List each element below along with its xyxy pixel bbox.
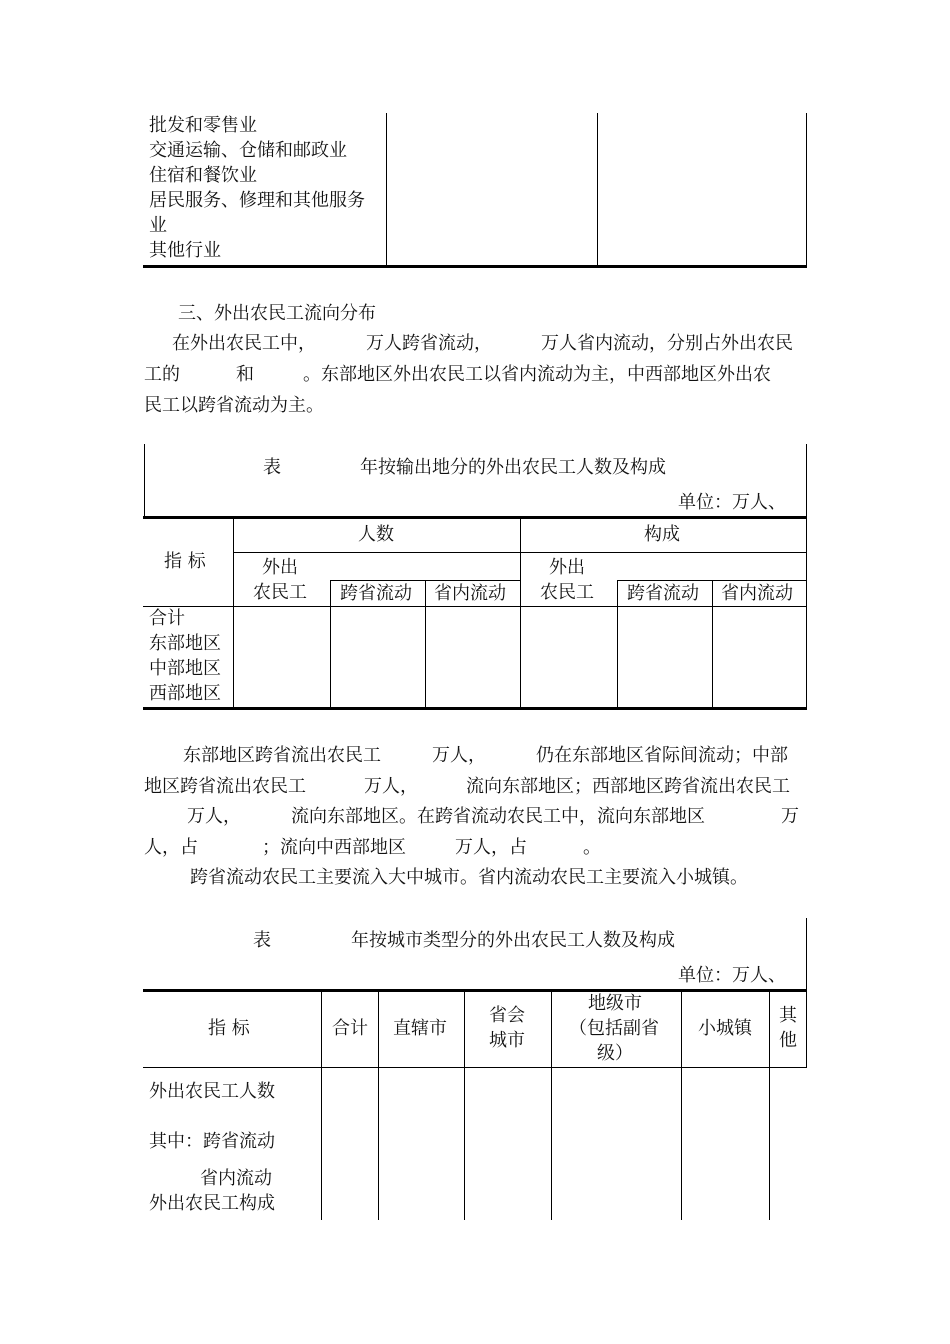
column-header: 小城镇: [698, 1018, 752, 1039]
table-border: [806, 991, 807, 1068]
paragraph-text: 民工以跨省流动为主。: [144, 395, 324, 416]
paragraph-text: 万人，: [364, 776, 418, 797]
table-bottom-rule: [143, 265, 807, 268]
table-title-prefix: 表: [263, 457, 281, 478]
table-row-label: 其他行业: [149, 240, 221, 261]
table-row-label: 合计: [149, 608, 185, 629]
column-header: 他: [779, 1030, 797, 1051]
section-heading: 三、外出农民工流向分布: [178, 303, 376, 324]
column-header: 跨省流动: [627, 583, 699, 604]
table-border: [806, 444, 807, 518]
paragraph-text: 流向东部地区。在跨省流动农民工中，流向东部地区: [291, 806, 705, 827]
paragraph-text: ；流向中西部地区: [262, 837, 406, 858]
paragraph-text: 万人，占: [455, 837, 527, 858]
table-divider: [520, 518, 521, 709]
paragraph-text: 跨省流动农民工主要流入大中城市。省内流动农民工主要流入小城镇。: [190, 867, 748, 888]
table-title: 年按输出地分的外出农民工人数及构成: [360, 457, 666, 478]
table-row-label: 其中：跨省流动: [149, 1131, 275, 1152]
table-divider: [617, 580, 618, 709]
table-divider: [321, 991, 322, 1220]
table-unit: 单位：万人、: [678, 965, 786, 986]
table-row-label: 外出农民工构成: [149, 1193, 275, 1214]
table-divider: [233, 518, 234, 709]
table-divider: [330, 580, 331, 709]
column-header: 级）: [597, 1043, 633, 1064]
column-header-indicator: 指 标: [208, 1018, 250, 1039]
table-divider: [425, 580, 426, 709]
table-unit: 单位：万人、: [678, 492, 786, 513]
column-header: 外出: [262, 557, 298, 578]
column-group-header: 人数: [358, 524, 394, 545]
paragraph-text: 万人，: [432, 745, 486, 766]
table-border: [806, 918, 807, 990]
paragraph-text: 在外出农民工中，: [172, 333, 316, 354]
table-rule: [143, 606, 807, 607]
table-row-label: 省内流动: [200, 1168, 272, 1189]
column-header: 外出: [549, 557, 585, 578]
column-header: 省内流动: [434, 583, 506, 604]
paragraph-text: 工的: [144, 364, 180, 385]
column-header: 省内流动: [721, 583, 793, 604]
table-row-label: 批发和零售业: [149, 115, 257, 136]
table-top-rule: [143, 989, 807, 992]
table-rule: [143, 1067, 807, 1068]
column-header: 直辖市: [393, 1018, 447, 1039]
paragraph-text: 东部地区跨省流出农民工: [183, 745, 381, 766]
table-top-rule: [143, 516, 807, 519]
paragraph-text: 地区跨省流出农民工: [144, 776, 306, 797]
column-header: 合计: [332, 1018, 368, 1039]
column-header: 其: [779, 1005, 797, 1026]
table-divider: [769, 991, 770, 1220]
table-row-label: 东部地区: [149, 633, 221, 654]
table-row-label: 居民服务、修理和其他服务: [149, 190, 365, 211]
paragraph-text: 万人省内流动，分别占外出农民: [541, 333, 793, 354]
paragraph-text: 和: [236, 364, 254, 385]
paragraph-text: 。: [583, 837, 601, 858]
table-bottom-rule: [143, 707, 807, 710]
paragraph-text: 万人跨省流动，: [366, 333, 492, 354]
table-divider: [378, 991, 379, 1220]
table-row-label: 交通运输、仓储和邮政业: [149, 140, 347, 161]
paragraph-text: 万: [781, 806, 799, 827]
table-row-label: 业: [149, 215, 167, 236]
table-divider: [386, 113, 387, 267]
column-header: 农民工: [253, 582, 307, 603]
table-title: 年按城市类型分的外出农民工人数及构成: [351, 930, 675, 951]
table-divider: [464, 991, 465, 1220]
paragraph-text: 仍在东部地区省际间流动；中部: [536, 745, 788, 766]
table-row-label: 西部地区: [149, 683, 221, 704]
column-group-header: 构成: [644, 524, 680, 545]
column-header: 地级市: [588, 993, 642, 1014]
paragraph-text: 万人，: [187, 806, 241, 827]
table-divider: [551, 991, 552, 1220]
table-row-label: 外出农民工人数: [149, 1081, 275, 1102]
column-header: 城市: [489, 1030, 525, 1051]
table-divider: [712, 580, 713, 709]
column-header: 省会: [489, 1005, 525, 1026]
table-divider: [806, 113, 807, 267]
paragraph-text: 流向东部地区；西部地区跨省流出农民工: [466, 776, 790, 797]
paragraph-text: 。东部地区外出农民工以省内流动为主，中西部地区外出农: [303, 364, 771, 385]
column-header: 农民工: [540, 582, 594, 603]
column-header: （包括副省: [569, 1018, 659, 1039]
column-header: 跨省流动: [340, 583, 412, 604]
table-row-label: 住宿和餐饮业: [149, 165, 257, 186]
table-divider: [681, 991, 682, 1220]
table-title-prefix: 表: [253, 930, 271, 951]
table-border: [806, 518, 807, 709]
table-border: [144, 444, 145, 518]
table-row-label: 中部地区: [149, 658, 221, 679]
column-header-indicator: 指 标: [164, 551, 206, 572]
table-divider: [597, 113, 598, 267]
paragraph-text: 人，占: [144, 837, 198, 858]
